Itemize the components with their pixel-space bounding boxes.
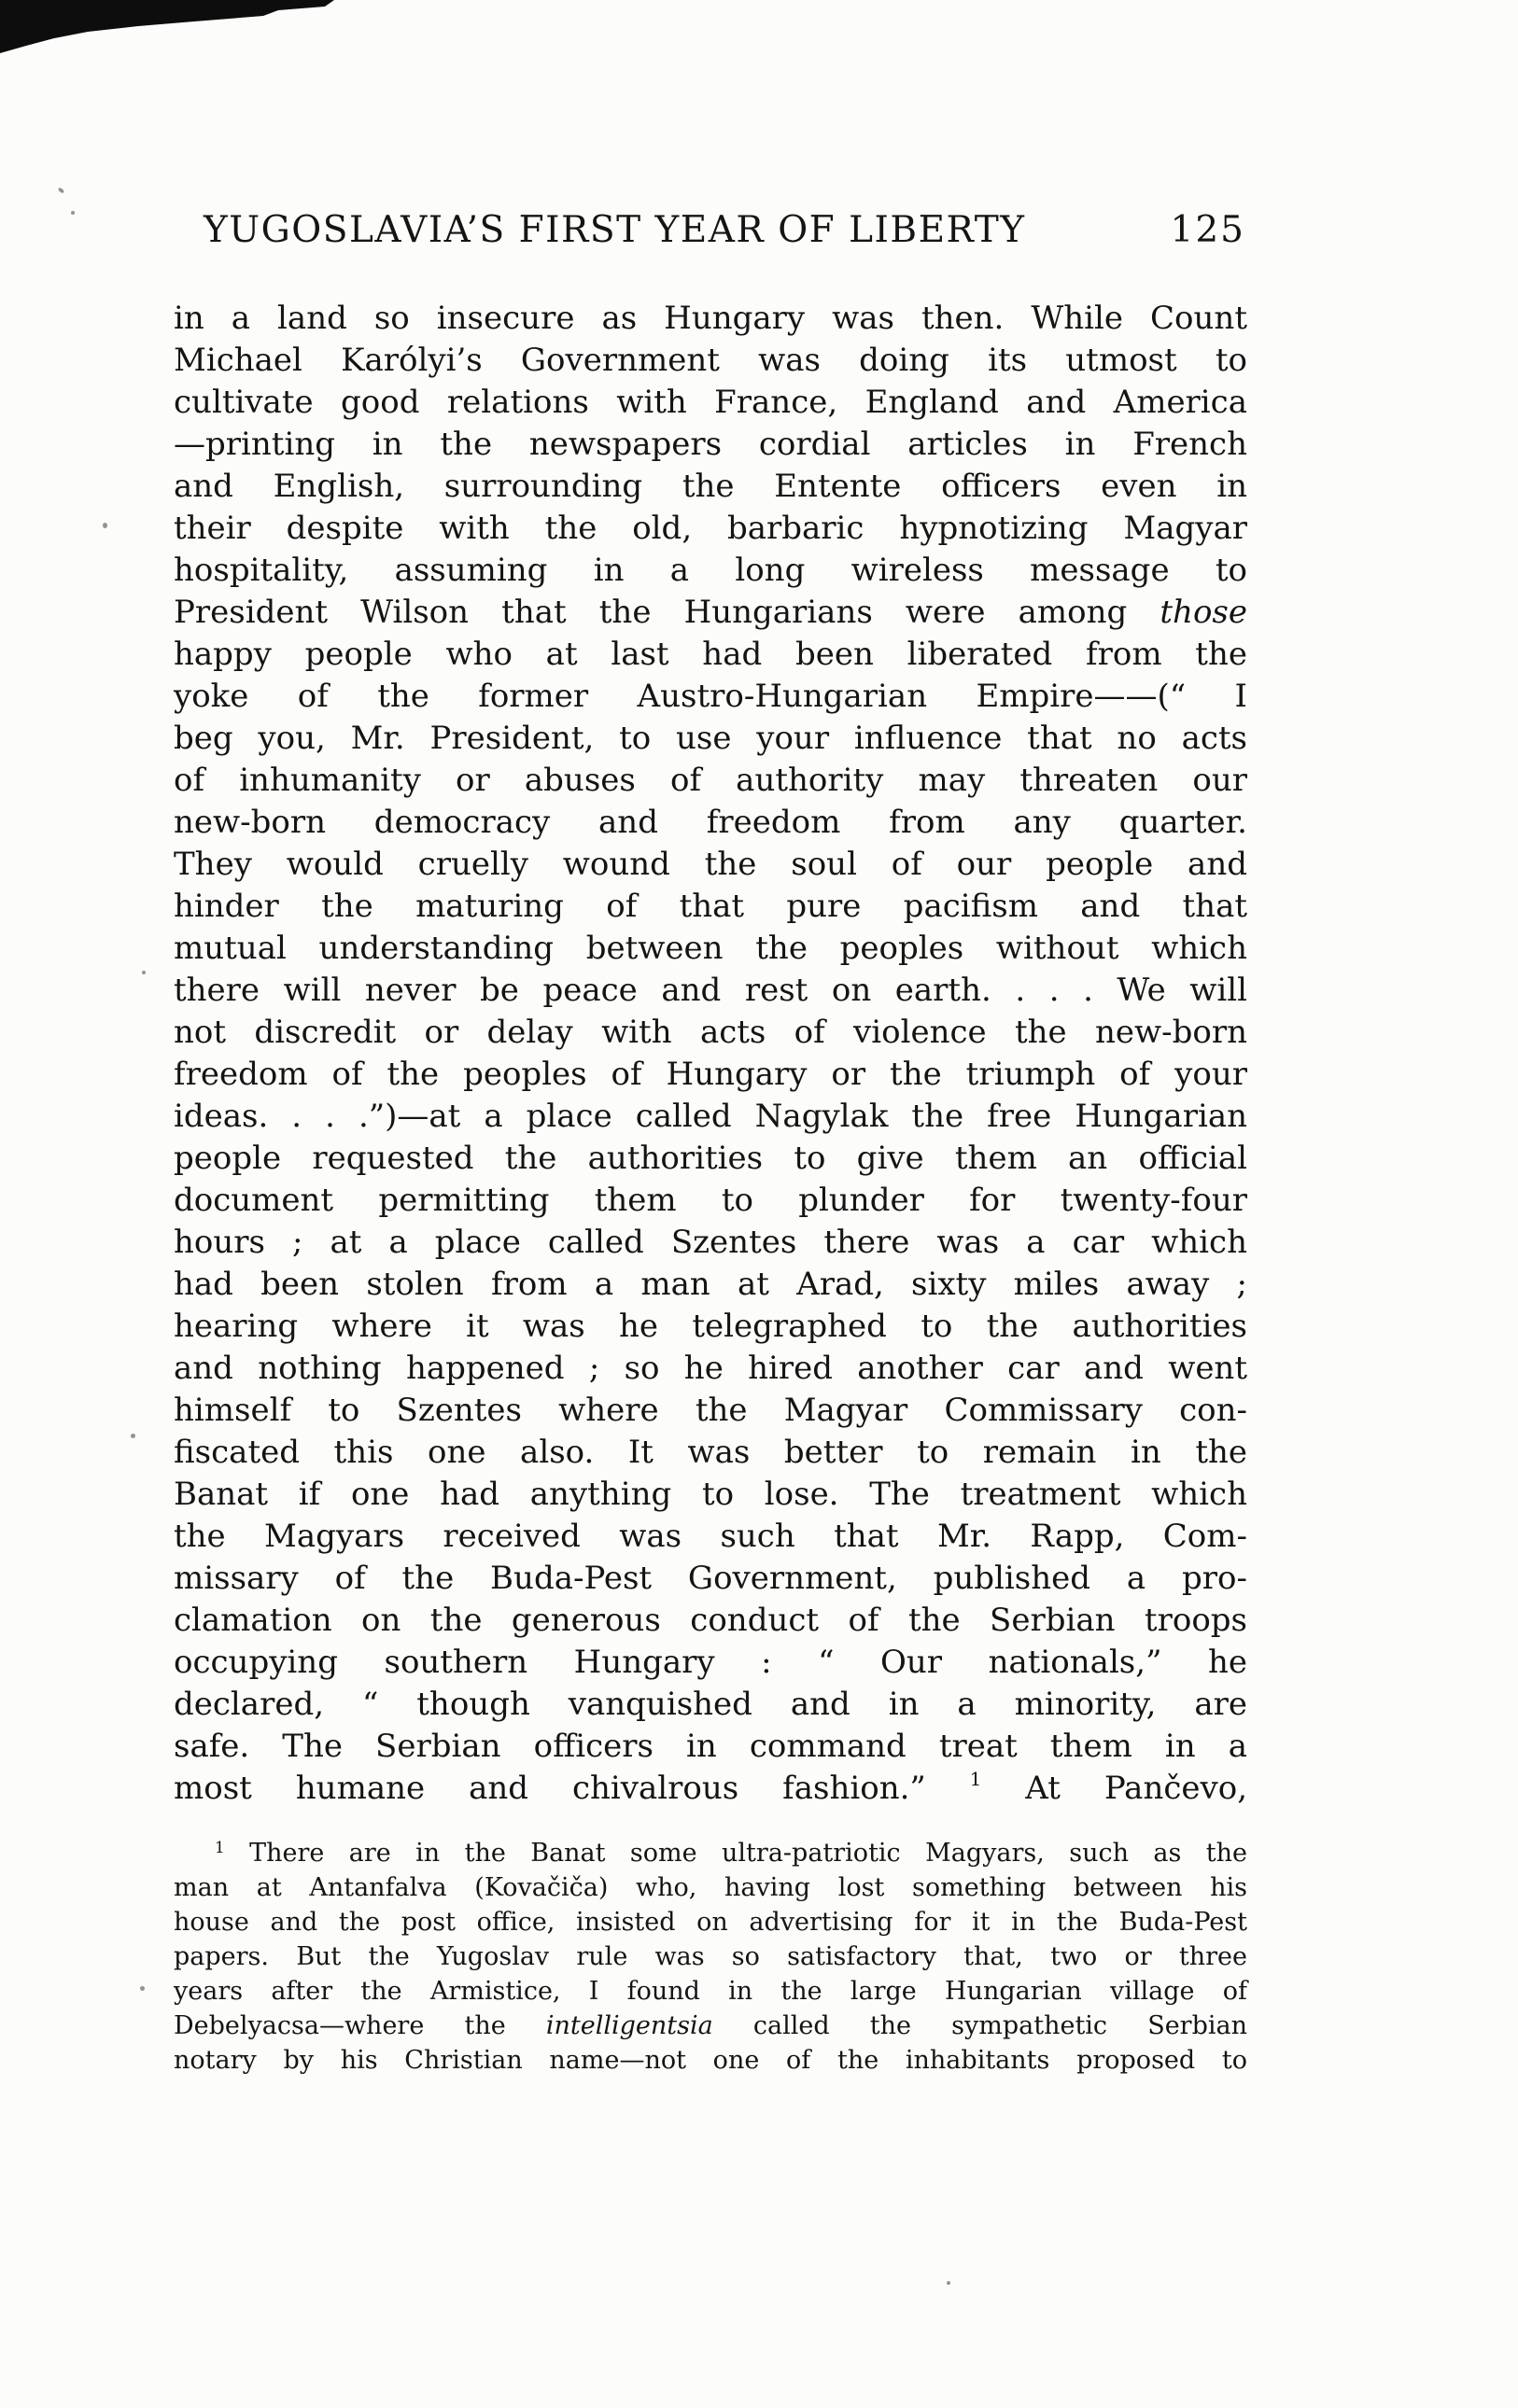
running-header xyxy=(174,209,1247,251)
body-line: Banat if one had anything to lose. The treatment which xyxy=(174,1476,1247,1513)
page-content xyxy=(174,209,1247,2078)
body-line: in a land so insecure as Hungary was then. While Count xyxy=(174,300,1247,337)
body-line: happy people who at last had been liberated from the xyxy=(174,636,1247,673)
body-line: missary of the Buda-Pest Government, published a pro- xyxy=(174,1560,1247,1597)
body-line: declared, “ though vanquished and in a minority, are xyxy=(174,1686,1247,1723)
footnote-line: years after the Armistice, I found in the large Hungarian village of xyxy=(174,1977,1247,2006)
scan-speck xyxy=(131,1434,135,1438)
body-line: mutual understanding between the peoples without which xyxy=(174,930,1247,967)
body-line: not discredit or delay with acts of violence the new-born xyxy=(174,1014,1247,1051)
footnote-line: papers. But the Yugoslav rule was so satisfactory that, two or three xyxy=(174,1942,1247,1971)
body-line: and nothing happened ; so he hired another car and went xyxy=(174,1350,1247,1387)
body-line: the Magyars received was such that Mr. Rapp, Com- xyxy=(174,1518,1247,1555)
body-line: new-born democracy and freedom from any quarter. xyxy=(174,804,1247,841)
scan-speck xyxy=(947,2281,950,2285)
body-line: safe. The Serbian officers in command treat them in a xyxy=(174,1728,1247,1765)
footnote-line xyxy=(174,2009,1247,2043)
footnote-emphasis: intelligentsia xyxy=(545,2011,713,2040)
body-line: and English, surrounding the Entente officers even in xyxy=(174,468,1247,505)
body-line-emphasis: those xyxy=(1160,594,1247,631)
body-text xyxy=(174,298,1247,1810)
body-line: hearing where it was he telegraphed to the authorities xyxy=(174,1308,1247,1345)
body-line: there will never be peace and rest on earth. . . . We will xyxy=(174,972,1247,1009)
body-line: Michael Karólyi’s Government was doing its utmost to xyxy=(174,342,1247,379)
footnote-line: man at Antanfalva (Kovačiča) who, having lost something between his xyxy=(174,1873,1247,1902)
page-number: 125 xyxy=(1170,209,1245,251)
body-line: fiscated this one also. It was better to remain in the xyxy=(174,1434,1247,1471)
footnote-text: called the sympathetic Serbian xyxy=(712,2011,1247,2040)
footnote-text: There are in the Banat some ultra-patriotic Magyars, such as the xyxy=(224,1839,1247,1868)
body-line: people requested the authorities to give them an official xyxy=(174,1140,1247,1177)
body-line-text: most humane and chivalrous fashion.” xyxy=(174,1770,970,1807)
scan-speck xyxy=(58,187,65,194)
footnote-line xyxy=(174,1836,1247,1870)
body-line: hours ; at a place called Szentes there was a car which xyxy=(174,1224,1247,1261)
body-line-text: President Wilson that the Hungarians were among xyxy=(174,594,1160,631)
body-line-text: At Pančevo, xyxy=(981,1770,1248,1807)
footnote-marker: 1 xyxy=(215,1838,225,1856)
scan-artifact-corner xyxy=(0,0,355,58)
scan-speck xyxy=(142,971,146,974)
body-line: cultivate good relations with France, England and America xyxy=(174,384,1247,421)
footnote-line: notary by his Christian name—not one of the inhabitants proposed to xyxy=(174,2046,1247,2075)
body-line: hinder the maturing of that pure pacifism and that xyxy=(174,888,1247,925)
body-line: of inhumanity or abuses of authority may threaten our xyxy=(174,762,1247,799)
body-line: hospitality, assuming in a long wireless message to xyxy=(174,552,1247,589)
page-title: YUGOSLAVIA’S FIRST YEAR OF LIBERTY xyxy=(204,209,1026,251)
body-line: document permitting them to plunder for twenty-four xyxy=(174,1182,1247,1219)
footnote-line: house and the post office, insisted on advertising for it in the Buda-Pest xyxy=(174,1908,1247,1937)
footnote-reference: 1 xyxy=(969,1769,982,1790)
body-line xyxy=(174,592,1247,634)
body-line: occupying southern Hungary : “ Our nationals,” he xyxy=(174,1644,1247,1681)
body-line: had been stolen from a man at Arad, sixty miles away ; xyxy=(174,1266,1247,1303)
body-line: clamation on the generous conduct of the Serbian troops xyxy=(174,1602,1247,1639)
scan-speck xyxy=(103,523,107,528)
body-line xyxy=(174,1768,1247,1810)
scan-speck xyxy=(71,211,75,215)
scan-speck xyxy=(140,1986,145,1991)
body-line: himself to Szentes where the Magyar Commissary con- xyxy=(174,1392,1247,1429)
body-line: freedom of the peoples of Hungary or the triumph of your xyxy=(174,1056,1247,1093)
body-line: —printing in the newspapers cordial articles in French xyxy=(174,426,1247,463)
body-line: beg you, Mr. President, to use your influence that no acts xyxy=(174,720,1247,757)
body-line: their despite with the old, barbaric hypnotizing Magyar xyxy=(174,510,1247,547)
footnote xyxy=(174,1836,1247,2078)
footnote-text: Debelyacsa—where the xyxy=(174,2011,546,2040)
body-line: ideas. . . .”)—at a place called Nagylak the free Hungarian xyxy=(174,1098,1247,1135)
body-line: yoke of the former Austro-Hungarian Empire——(“ I xyxy=(174,678,1247,715)
body-line: They would cruelly wound the soul of our people and xyxy=(174,846,1247,883)
